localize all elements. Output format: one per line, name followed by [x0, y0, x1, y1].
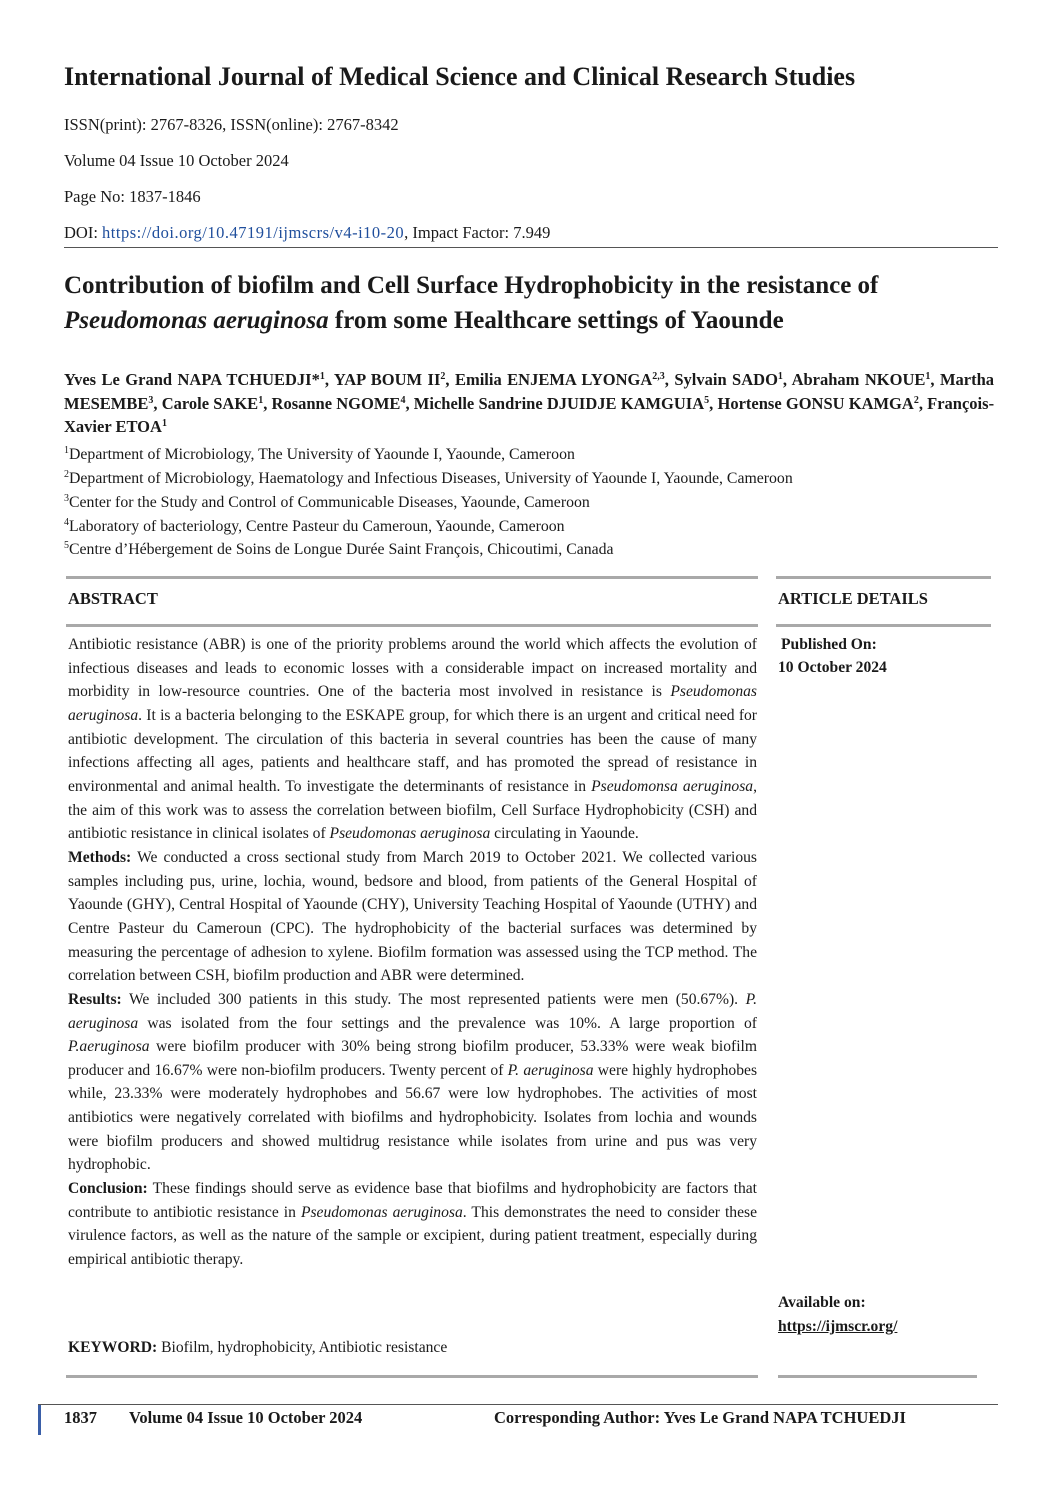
- available-link[interactable]: https://ijmscr.org/: [778, 1318, 898, 1335]
- author: Abraham NKOUE$^1$: [791, 370, 931, 389]
- abstract-heading: ABSTRACT: [68, 589, 158, 608]
- issn-line: ISSN(print): 2767-8326, ISSN(online): 2767-8342: [64, 115, 399, 134]
- footer-issue: Volume 04 Issue 10 October 2024: [129, 1408, 363, 1427]
- abstract-bottom-rule: [66, 1375, 758, 1378]
- abstract-body: [68, 633, 757, 1272]
- impact-factor: , Impact Factor: 7.949: [404, 223, 551, 242]
- doi-link[interactable]: https://doi.org/10.47191/ijmscrs/v4-i10-20: [102, 223, 405, 242]
- footer-accent-bar: [38, 1405, 41, 1435]
- author: Carole SAKE$^1$: [161, 393, 264, 413]
- abstract-results: Results: We included 300 patients in this study. The most represented patients were men (50.67%). P. aeruginosa was isolated from the four settings and the prevalence was 10%. A large proportion of P.aeruginosa were biofilm producer with 30% being strong biofilm producer, 53.33% were weak biofilm producer and 16.67% were non-biofilm producers. Twenty percent of P. aeruginosa were highly hydrophobes while, 23.33% were moderately hydrophobes and 56.67 were low hydrophobes. The activities of most antibiotics were negatively correlated with biofilms and hydrophobicity. Isolates from lochia and wounds were biofilm producers and showed multidrug resistance while isolates from urine and pus was very hydrophobic.: [68, 990, 758, 1174]
- abstract-heading-rule: [66, 624, 758, 627]
- keywords: [68, 1339, 447, 1357]
- author: Rosanne NGOME$^4$: [271, 393, 406, 413]
- footer-corresponding-author: Corresponding Author: Yves Le Grand NAPA TCHUEDJI: [494, 1408, 906, 1427]
- available-label: Available on:: [778, 1294, 866, 1311]
- journal-title: International Journal of Medical Science and Clinical Research Studies: [64, 62, 856, 91]
- author: Hortense GONSU KAMGA$^2$: [717, 393, 919, 413]
- affiliation: $^4$Laboratory of bacteriology, Centre Pasteur du Cameroun, Yaounde, Cameroon: [64, 517, 565, 535]
- details-bottom-rule: [778, 1375, 977, 1378]
- paper-title-part1: Contribution of biofilm and Cell Surface Hydrophobicity in the resistance of: [64, 272, 879, 299]
- volume-line: Volume 04 Issue 10 October 2024: [64, 151, 289, 170]
- article-details-heading: ARTICLE DETAILS: [778, 589, 928, 608]
- affiliation: $^5$Centre d’Hébergement de Soins de Longue Durée Saint François, Chicoutimi, Canada: [64, 540, 614, 558]
- abstract-conclusion: Conclusion: These findings should serve as evidence base that biofilms and hydrophobicity are factors that contribute to antibiotic resistance in Pseudomonas aeruginosa. This demonstrates the need to consider these virulence factors, as well as the nature of the sample or excipient, during patient treatment, especially during empirical antibiotic therapy.: [68, 1180, 758, 1269]
- author: YAP BOUM $II^2$: [333, 370, 446, 389]
- author: François-Xavier ETOA$^1$: [64, 393, 995, 436]
- abstract-intro: Antibiotic resistance (ABR) is one of the priority problems around the world which affects the evolution of infectious diseases and leads to economic losses with a considerable impact on increased mortality and morbidity in low-resource countries. One of the bacteria most involved in resistance is Pseudomonas aeruginosa. It is a bacteria belonging to the ESKAPE group, for which there is an urgent and critical need for antibiotic development. The circulation of this bacteria in several countries has been the cause of many infections affecting all ages, patients and healthcare staff, and has promoted the spread of resistance in environmental and animal health. To investigate the determinants of resistance in Pseudomonsa aeruginosa, the aim of this work was to assess the correlation between biofilm, Cell Surface Hydrophobicity (CSH) and antibiotic resistance in clinical isolates of Pseudomonas aeruginosa circulating in Yaounde.: [68, 636, 757, 843]
- paper-title-italic: Pseudomonas aeruginosa: [64, 307, 329, 334]
- details-top-rule: [776, 576, 991, 579]
- doi-line: [64, 223, 550, 243]
- author: Martha MESEMBE$^3$: [64, 370, 995, 413]
- affiliation: $^1$Department of Microbiology, The University of Yaounde I, Yaounde, Cameroon: [64, 445, 575, 463]
- footer-page-number: 1837: [64, 1408, 97, 1427]
- footer-rule: [38, 1404, 998, 1405]
- doi-label: DOI:: [64, 223, 103, 242]
- details-heading-rule: [776, 624, 991, 627]
- page-range-line: Page No: 1837-1846: [64, 187, 201, 206]
- author: Emilia ENJEMA LYONGA$^{2,3}$: [454, 370, 665, 389]
- keyword-list: Biofilm, hydrophobicity, Antibiotic resistance: [157, 1339, 448, 1356]
- author: Michelle Sandrine DJUIDJE KAMGUIA$^5$: [413, 393, 710, 413]
- published-date: 10 October 2024: [778, 659, 887, 676]
- author-list: Yves Le Grand NAPA TCHUEDJI*$^1$, YAP BOUM $II^2$, Emilia ENJEMA LYONGA$^{2,3}$, Sylvain SADO$^1$, Abraham NKOUE$^1$, Martha MESEMBE$^3$, Carole SAKE$^1$, Rosanne NGOME$^4$, Michelle Sandrine DJUIDJE KAMGUIA$^5$, Hortense GONSU KAMGA$^2$, François-Xavier ETOA$^1$: [64, 370, 995, 436]
- author: Sylvain SADO$^1$: [674, 370, 783, 389]
- published-label: Published On:: [781, 636, 877, 653]
- header-divider: [64, 247, 998, 248]
- paper-title: [64, 268, 1024, 338]
- affiliation: $^3$Center for the Study and Control of Communicable Diseases, Yaounde, Cameroon: [64, 493, 590, 511]
- abstract-top-rule: [66, 576, 758, 579]
- keyword-label: KEYWORD:: [68, 1339, 158, 1356]
- author: Yves Le Grand NAPA TCHUEDJI*$^1$: [64, 370, 325, 389]
- paper-title-part2: from some Healthcare settings of Yaounde: [328, 307, 784, 334]
- abstract-methods: Methods: We conducted a cross sectional study from March 2019 to October 2021. We collected various samples including pus, urine, lochia, wound, bedsore and blood, from patients of the General Hospital of Yaounde (GHY), Central Hospital of Yaounde (CHY), University Teaching Hospital of Yaounde (UTHY) and Centre Pasteur du Cameroun (CPC). The hydrophobicity of the bacterial surfaces was determined by measuring the percentage of adhesion to xylene. Biofilm formation was assessed using the TCP method. The correlation between CSH, biofilm production and ABR were determined.: [68, 848, 757, 985]
- affiliation: $^2$Department of Microbiology, Haematology and Infectious Diseases, University of Yaounde I, Yaounde, Cameroon: [64, 469, 793, 487]
